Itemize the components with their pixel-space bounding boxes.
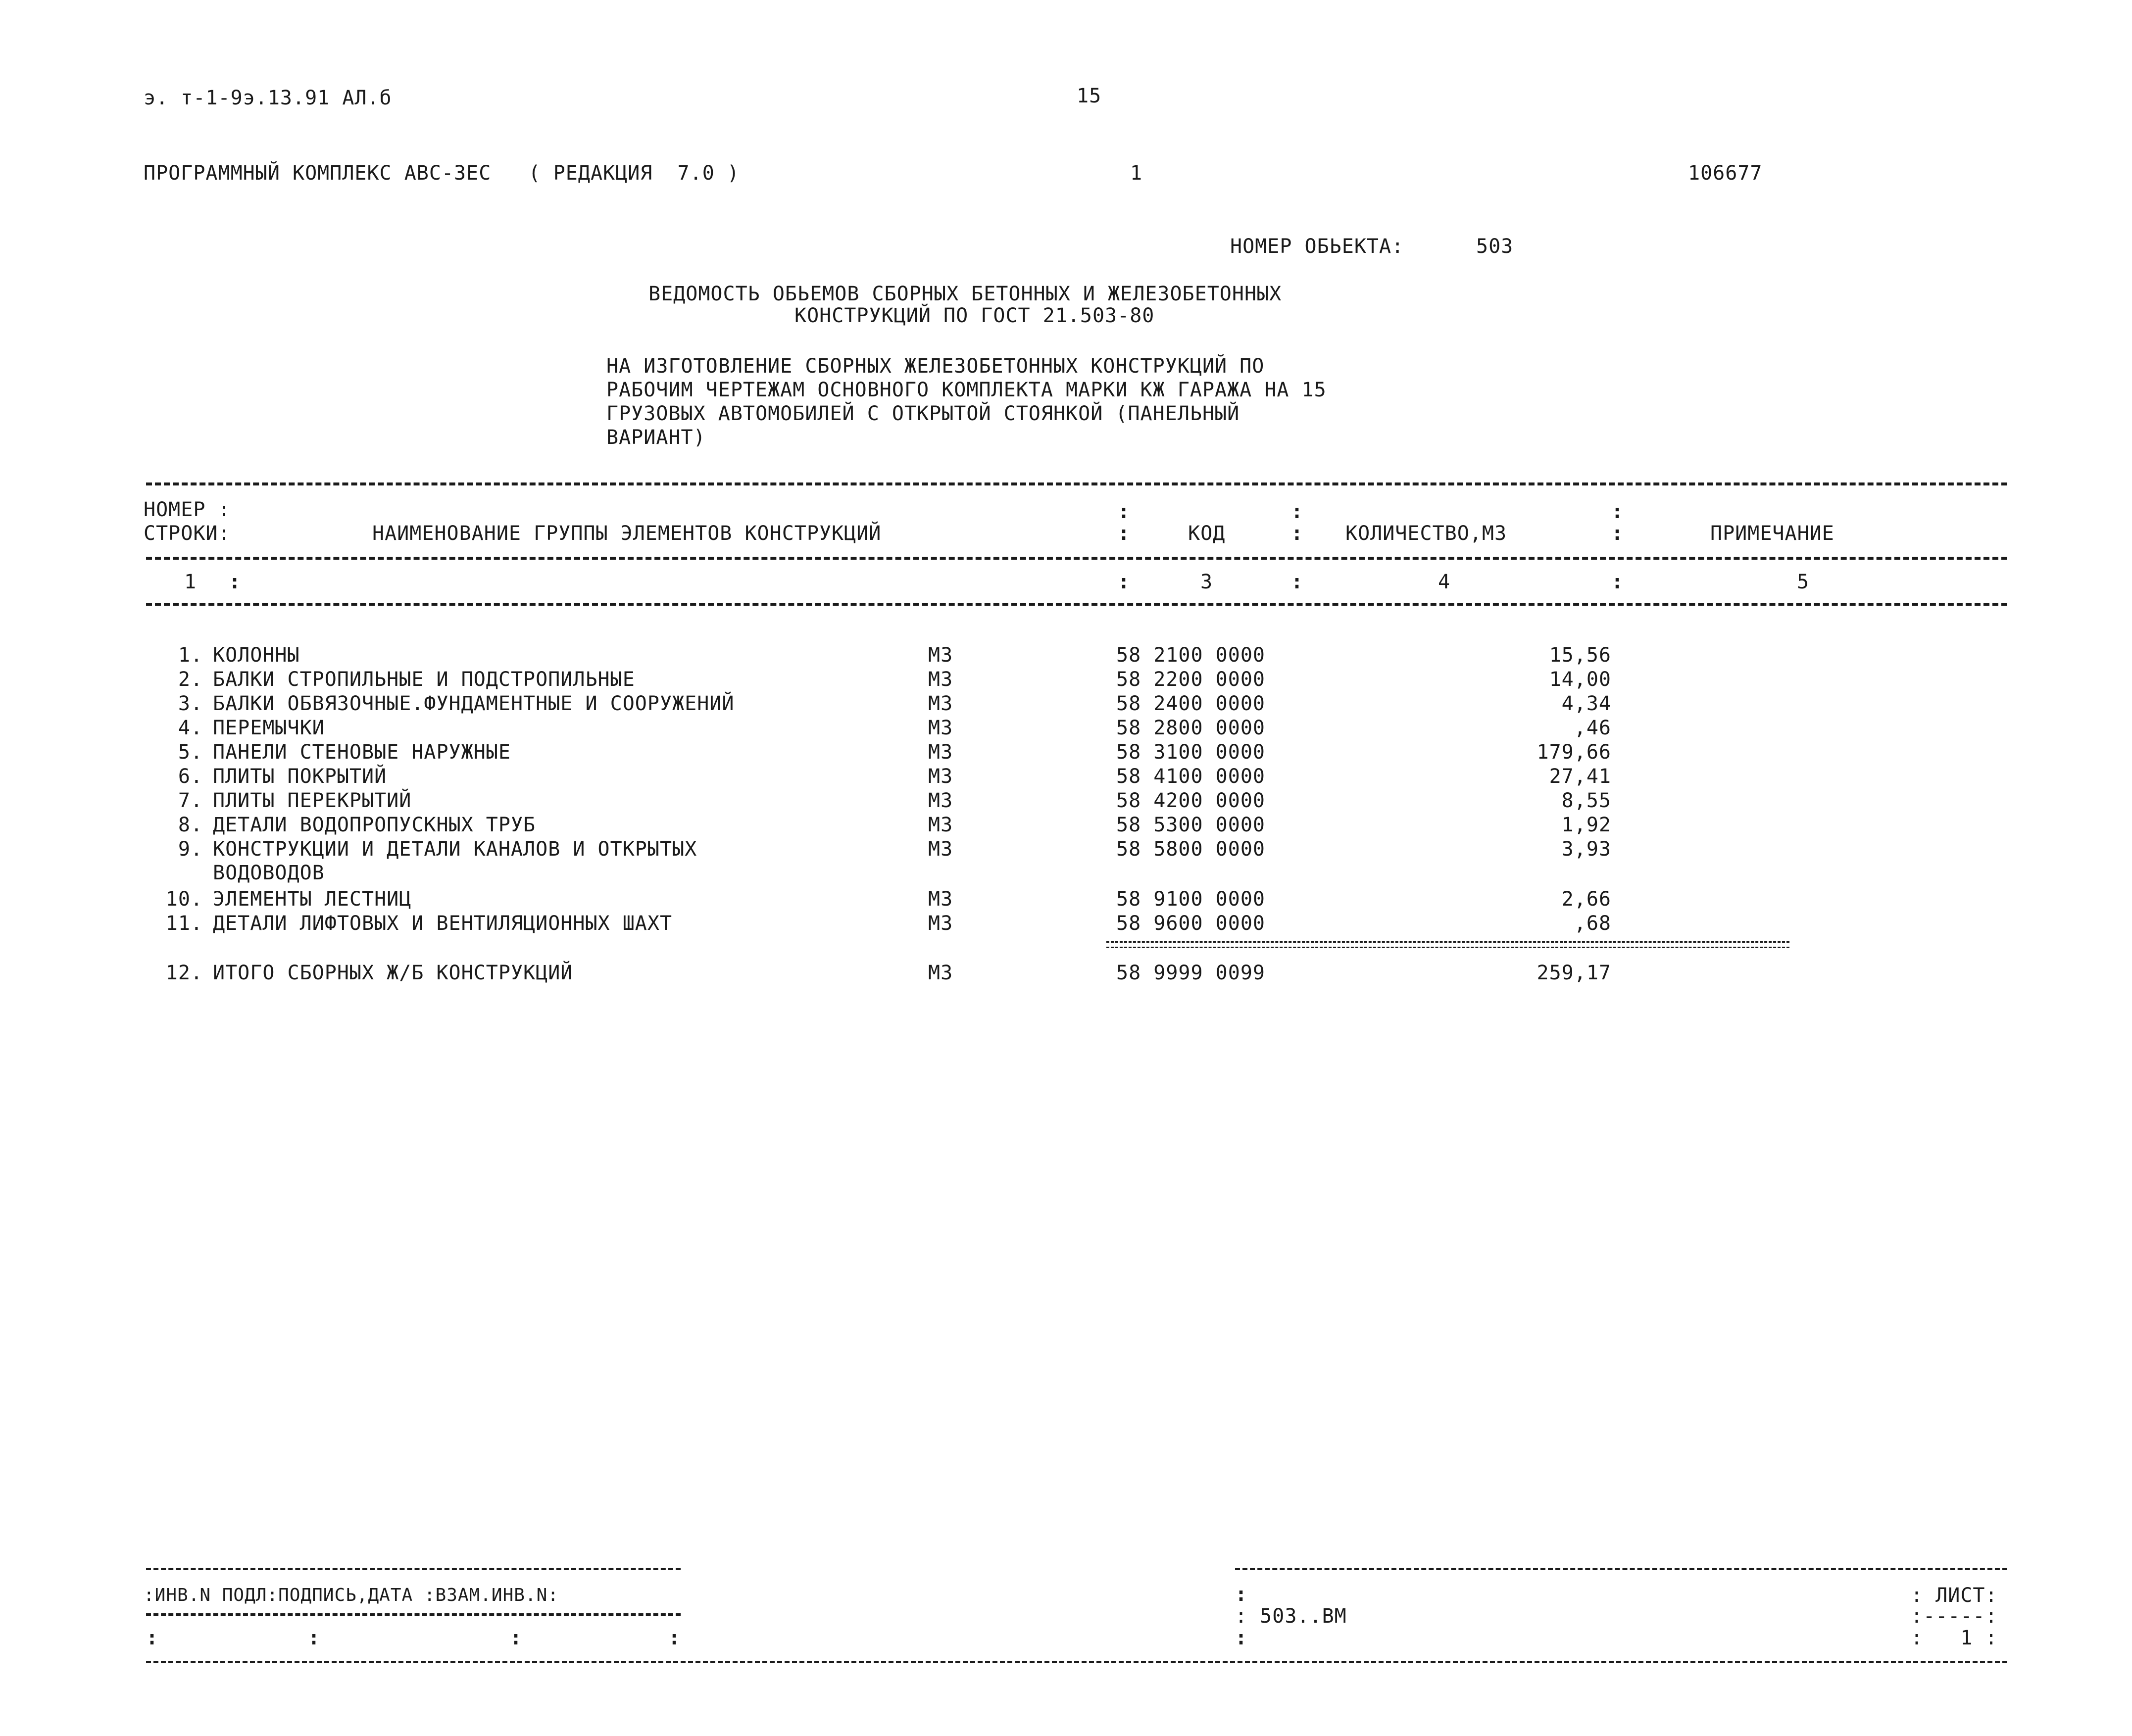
footer-right-separator: : [1235,1627,1248,1649]
row-number: 4. [178,717,203,739]
footer-sheet-label: : ЛИСТ: [1911,1584,1998,1607]
total-row-name: ИТОГО СБОРНЫХ Ж/Б КОНСТРУКЦИЙ [213,962,573,984]
row-unit: М3 [928,814,953,836]
object-label: НОМЕР ОБЬЕКТА: [1230,235,1404,258]
header-separator: : [1291,500,1304,523]
total-row-quantity: 259,17 [1537,962,1611,984]
row-unit: М3 [928,644,953,667]
row-name-continued: ВОДОВОДОВ [213,862,325,884]
row-code: 58 2400 0000 [1116,692,1265,715]
title-line-2: КОНСТРУКЦИЙ ПО ГОСТ 21.503-80 [794,304,1155,327]
row-quantity: 1,92 [1561,814,1611,836]
row-quantity: ,68 [1574,912,1611,935]
total-row-number: 12. [165,962,203,984]
footer-document-code-value: 503..ВМ [1260,1605,1347,1628]
table-header-rule [146,557,2007,560]
header-separator: : [1118,522,1131,545]
row-unit: М3 [928,912,953,935]
program-info: ПРОГРАММНЫЙ КОМПЛЕКС АВС-ЗЕС ( РЕДАКЦИЯ 7.0 ) [144,162,740,185]
footer-right-separator: : [1235,1583,1248,1606]
footer-right-top-rule [1235,1568,2007,1570]
total-row-code: 58 9999 0099 [1116,962,1265,984]
column-number-separator: : [229,571,242,593]
row-number: 7. [178,789,203,812]
row-code: 58 5300 0000 [1116,814,1265,836]
row-code: 58 4200 0000 [1116,789,1265,812]
row-unit: М3 [928,668,953,691]
column-number-4: 4 [1438,571,1451,593]
footer-left-top-rule [146,1568,681,1570]
row-name: ПЕРЕМЫЧКИ [213,717,325,739]
row-quantity: 3,93 [1561,838,1611,861]
column-number-5: 5 [1797,571,1810,593]
row-unit: М3 [928,838,953,861]
footer-cell-separator: : [668,1627,681,1649]
total-separator [1106,941,1789,948]
row-name: БАЛКИ ОБВЯЗОЧНЫЕ.ФУНДАМЕНТНЫЕ И СООРУЖЕНИЙ [213,692,735,715]
column-number-3: 3 [1200,571,1213,593]
header-name-column: НАИМЕНОВАНИЕ ГРУППЫ ЭЛЕМЕНТОВ КОНСТРУКЦИЙ [372,522,882,545]
header-row-label-1: НОМЕР : [144,498,231,521]
row-code: 58 4100 0000 [1116,765,1265,788]
row-unit: М3 [928,789,953,812]
footer-sheet-value: : 1 : [1911,1627,1998,1649]
header-note-column: ПРИМЕЧАНИЕ [1710,522,1835,545]
footer-left-mid-rule [146,1613,681,1616]
row-unit: М3 [928,765,953,788]
description-line-4: ВАРИАНТ) [606,426,706,449]
footer-sheet-divider: :-----: [1911,1605,1998,1628]
row-number: 6. [178,765,203,788]
row-name: ЭЛЕМЕНТЫ ЛЕСТНИЦ [213,888,412,911]
row-unit: М3 [928,717,953,739]
row-quantity: 27,41 [1549,765,1611,788]
table-top-rule [146,482,2007,485]
header-separator: : [1611,500,1624,523]
row-name: ПЛИТЫ ПЕРЕКРЫТИЙ [213,789,412,812]
footer-sheet-value-text: 1 [1960,1627,1973,1649]
description-line-1: НА ИЗГОТОВЛЕНИЕ СБОРНЫХ ЖЕЛЕЗОБЕТОННЫХ КОНСТРУКЦИЙ ПО [606,355,1265,378]
row-number: 3. [178,692,203,715]
row-quantity: ,46 [1574,717,1611,739]
row-number: 5. [178,741,203,764]
footer-cell-separator: : [146,1627,159,1649]
row-unit: М3 [928,741,953,764]
row-code: 58 2800 0000 [1116,717,1265,739]
row-name: ПЛИТЫ ПОКРЫТИЙ [213,765,387,788]
column-number-separator: : [1118,571,1131,593]
column-number-1: 1 [184,571,197,593]
row-number: 9. [178,838,203,861]
header-code-column: КОД [1188,522,1226,545]
row-name: КОЛОННЫ [213,644,300,667]
document-reference: э. т-1-9э.13.91 АЛ.б [144,87,392,109]
header-separator: : [1118,500,1131,523]
column-number-separator: : [1291,571,1304,593]
table-subheader-rule [146,603,2007,606]
title-line-1: ВЕДОМОСТЬ ОБЬЕМОВ СБОРНЫХ БЕТОННЫХ И ЖЕЛЕЗОБЕТОННЫХ [648,283,1282,305]
row-number: 11. [165,912,203,935]
row-name: ДЕТАЛИ ВОДОПРОПУСКНЫХ ТРУБ [213,814,536,836]
row-quantity: 15,56 [1549,644,1611,667]
header-quantity-column: КОЛИЧЕСТВО,М3 [1345,522,1507,545]
row-unit: М3 [928,888,953,911]
row-code: 58 2100 0000 [1116,644,1265,667]
footer-cell-separator: : [308,1627,321,1649]
header-separator: : [1611,522,1624,545]
header-row-label-2: СТРОКИ: [144,522,231,545]
row-code: 58 3100 0000 [1116,741,1265,764]
row-code: 58 2200 0000 [1116,668,1265,691]
document-number: 106677 [1688,162,1763,185]
row-quantity: 2,66 [1561,888,1611,911]
row-number: 1. [178,644,203,667]
description-line-2: РАБОЧИМ ЧЕРТЕЖАМ ОСНОВНОГО КОМПЛЕКТА МАРКИ КЖ ГАРАЖА НА 15 [606,379,1327,401]
footer-cell-separator: : [510,1627,523,1649]
row-name: КОНСТРУКЦИИ И ДЕТАЛИ КАНАЛОВ И ОТКРЫТЫХ [213,838,697,861]
sheet-index: 1 [1130,162,1143,185]
page-number: 15 [1077,85,1102,107]
row-number: 8. [178,814,203,836]
footer-bottom-rule [146,1661,2007,1663]
footer-document-code: : 503..ВМ [1235,1605,1347,1628]
row-code: 58 9600 0000 [1116,912,1265,935]
row-unit: М3 [928,692,953,715]
row-code: 58 9100 0000 [1116,888,1265,911]
object-number: 503 [1476,235,1514,258]
header-separator: : [1291,522,1304,545]
row-quantity: 14,00 [1549,668,1611,691]
row-quantity: 4,34 [1561,692,1611,715]
description-line-3: ГРУЗОВЫХ АВТОМОБИЛЕЙ С ОТКРЫТОЙ СТОЯНКОЙ (ПАНЕЛЬНЫЙ [606,402,1240,425]
row-name: ПАНЕЛИ СТЕНОВЫЕ НАРУЖНЫЕ [213,741,511,764]
row-quantity: 8,55 [1561,789,1611,812]
row-quantity: 179,66 [1537,741,1611,764]
footer-left-header: :ИНВ.N ПОДЛ:ПОДПИСЬ,ДАТА :ВЗАМ.ИНВ.N: [144,1585,559,1605]
row-name: БАЛКИ СТРОПИЛЬНЫЕ И ПОДСТРОПИЛЬНЫЕ [213,668,635,691]
row-number: 2. [178,668,203,691]
total-row-unit: М3 [928,962,953,984]
row-number: 10. [165,888,203,911]
column-number-separator: : [1611,571,1624,593]
row-code: 58 5800 0000 [1116,838,1265,861]
footer-sheet-label-text: ЛИСТ [1935,1584,1985,1607]
row-name: ДЕТАЛИ ЛИФТОВЫХ И ВЕНТИЛЯЦИОННЫХ ШАХТ [213,912,673,935]
